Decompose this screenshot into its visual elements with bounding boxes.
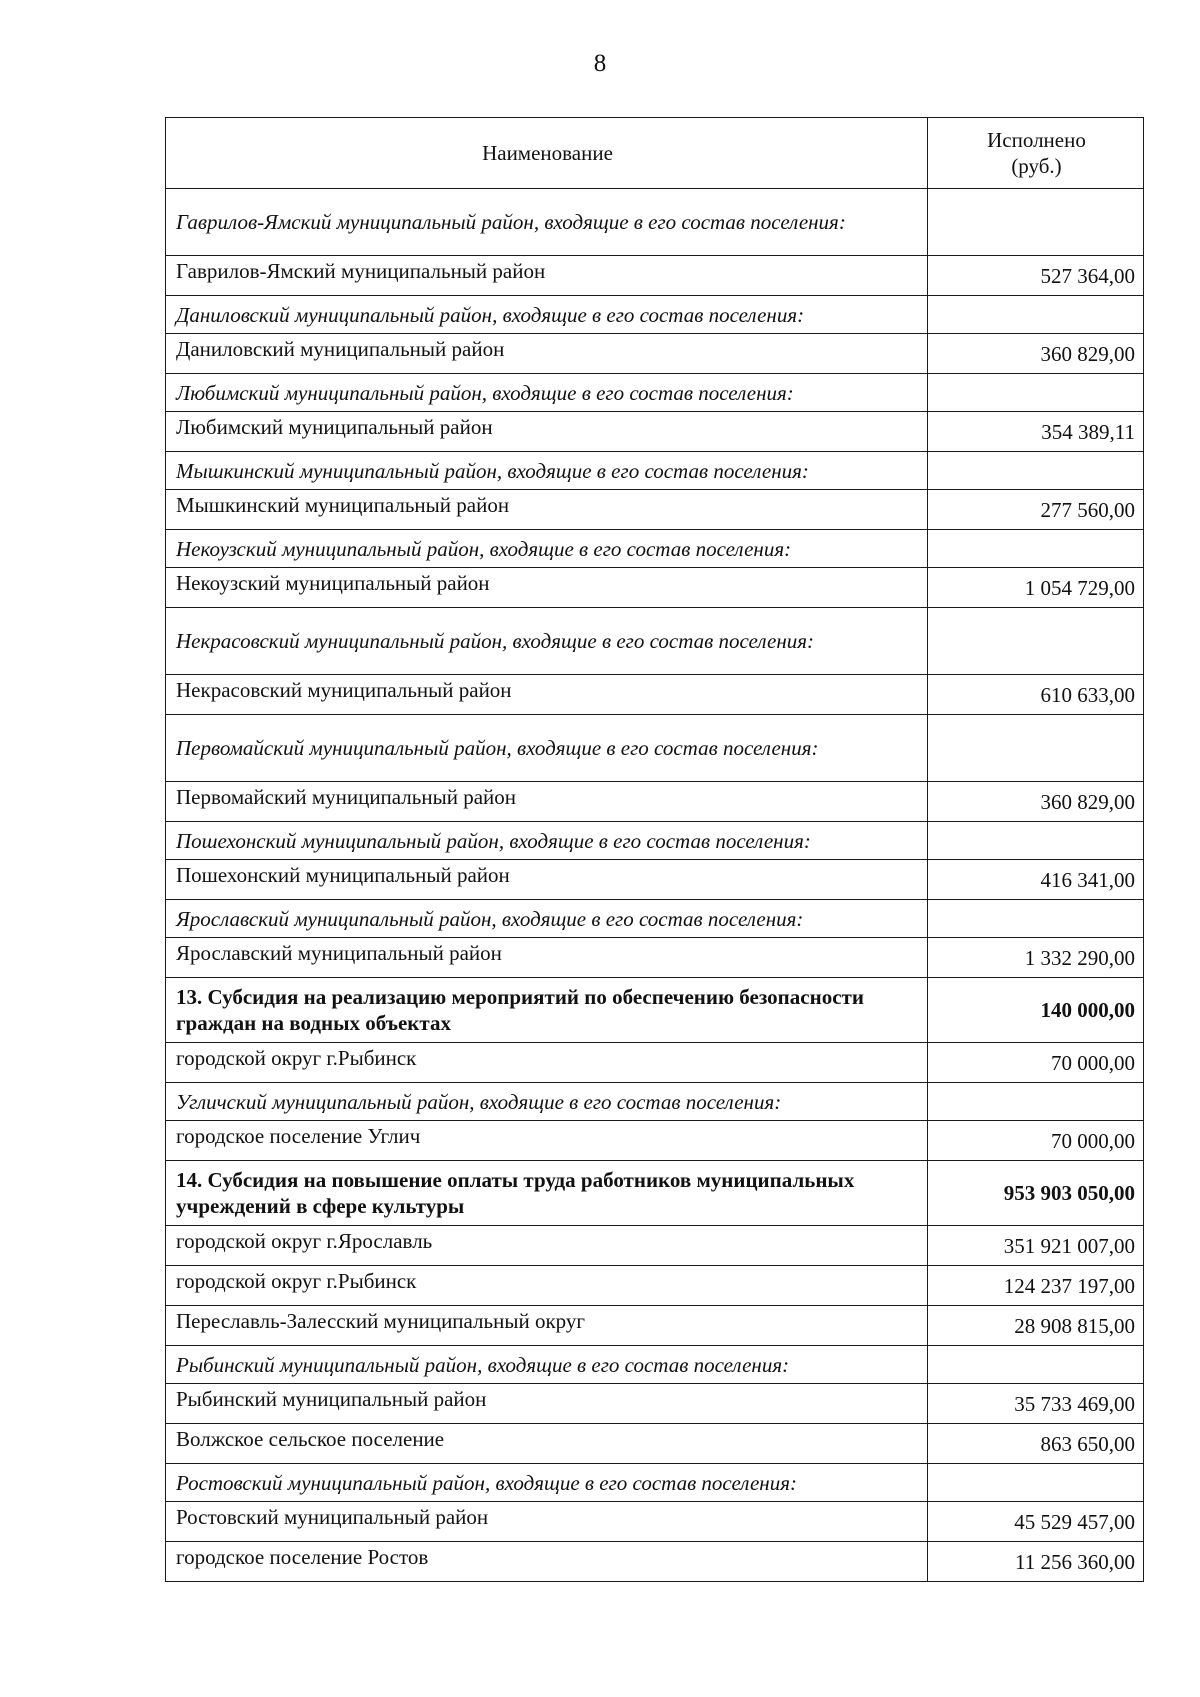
section-title: 14. Субсидия на повышение оплаты труда работников муниципальных учреждений в сфере культуры bbox=[166, 1161, 928, 1226]
row-name: Пошехонский муниципальный район bbox=[166, 860, 928, 900]
row-amount bbox=[928, 822, 1144, 860]
table-row bbox=[166, 1502, 1144, 1542]
table-row bbox=[166, 1266, 1144, 1306]
section-row bbox=[166, 978, 1144, 1043]
group-title: Некоузский муниципальный район, входящие в его состав поселения: bbox=[166, 530, 928, 568]
table-row bbox=[166, 568, 1144, 608]
group-row bbox=[166, 715, 1144, 782]
row-amount bbox=[928, 1464, 1144, 1502]
header-amount bbox=[928, 118, 1144, 189]
row-name: Некрасовский муниципальный район bbox=[166, 675, 928, 715]
row-amount bbox=[928, 189, 1144, 256]
group-title: Пошехонский муниципальный район, входящие в его состав поселения: bbox=[166, 822, 928, 860]
table-body bbox=[166, 189, 1144, 1582]
header-amount-line1: Исполнено bbox=[987, 128, 1086, 152]
row-name: Ярославский муниципальный район bbox=[166, 938, 928, 978]
row-amount bbox=[928, 452, 1144, 490]
group-title: Ярославский муниципальный район, входящие в его состав поселения: bbox=[166, 900, 928, 938]
group-title: Некрасовский муниципальный район, входящие в его состав поселения: bbox=[166, 608, 928, 675]
row-amount: 35 733 469,00 bbox=[928, 1384, 1144, 1424]
page-number: 8 bbox=[593, 50, 607, 77]
table-row bbox=[166, 1424, 1144, 1464]
row-amount: 1 054 729,00 bbox=[928, 568, 1144, 608]
row-amount: 610 633,00 bbox=[928, 675, 1144, 715]
row-amount: 416 341,00 bbox=[928, 860, 1144, 900]
row-amount: 527 364,00 bbox=[928, 256, 1144, 296]
budget-table bbox=[165, 117, 1144, 1582]
row-amount: 360 829,00 bbox=[928, 334, 1144, 374]
row-amount: 70 000,00 bbox=[928, 1121, 1144, 1161]
row-name: Переславль-Залесский муниципальный округ bbox=[166, 1306, 928, 1346]
group-row bbox=[166, 1083, 1144, 1121]
group-title: Ростовский муниципальный район, входящие в его состав поселения: bbox=[166, 1464, 928, 1502]
row-amount: 124 237 197,00 bbox=[928, 1266, 1144, 1306]
group-title: Рыбинский муниципальный район, входящие в его состав поселения: bbox=[166, 1346, 928, 1384]
table-row bbox=[166, 782, 1144, 822]
row-amount bbox=[928, 608, 1144, 675]
table-row bbox=[166, 490, 1144, 530]
row-amount: 1 332 290,00 bbox=[928, 938, 1144, 978]
row-amount: 360 829,00 bbox=[928, 782, 1144, 822]
group-row bbox=[166, 374, 1144, 412]
group-row bbox=[166, 822, 1144, 860]
row-name: городской округ г.Ярославль bbox=[166, 1226, 928, 1266]
row-name: городской округ г.Рыбинск bbox=[166, 1266, 928, 1306]
row-amount: 354 389,11 bbox=[928, 412, 1144, 452]
table-row bbox=[166, 1043, 1144, 1083]
header-name: Наименование bbox=[166, 118, 928, 189]
group-title: Мышкинский муниципальный район, входящие в его состав поселения: bbox=[166, 452, 928, 490]
group-title: Любимский муниципальный район, входящие в его состав поселения: bbox=[166, 374, 928, 412]
row-name: Любимский муниципальный район bbox=[166, 412, 928, 452]
group-title: Угличский муниципальный район, входящие в его состав поселения: bbox=[166, 1083, 928, 1121]
row-name: Первомайский муниципальный район bbox=[166, 782, 928, 822]
group-row bbox=[166, 1346, 1144, 1384]
table-row bbox=[166, 334, 1144, 374]
table-row bbox=[166, 412, 1144, 452]
group-title: Первомайский муниципальный район, входящие в его состав поселения: bbox=[166, 715, 928, 782]
section-title: 13. Субсидия на реализацию мероприятий по обеспечению безопасности граждан на водных объектах bbox=[166, 978, 928, 1043]
table-row bbox=[166, 675, 1144, 715]
row-name: городской округ г.Рыбинск bbox=[166, 1043, 928, 1083]
row-amount: 277 560,00 bbox=[928, 490, 1144, 530]
table-row bbox=[166, 938, 1144, 978]
header-amount-line2: (руб.) bbox=[1011, 154, 1062, 178]
row-amount bbox=[928, 900, 1144, 938]
row-name: городское поселение Углич bbox=[166, 1121, 928, 1161]
row-name: Мышкинский муниципальный район bbox=[166, 490, 928, 530]
table-header-row bbox=[166, 118, 1144, 189]
table-row bbox=[166, 1542, 1144, 1582]
row-name: Даниловский муниципальный район bbox=[166, 334, 928, 374]
row-amount bbox=[928, 374, 1144, 412]
group-title: Даниловский муниципальный район, входящие в его состав поселения: bbox=[166, 296, 928, 334]
table-row bbox=[166, 1384, 1144, 1424]
row-amount: 863 650,00 bbox=[928, 1424, 1144, 1464]
row-name: Ростовский муниципальный район bbox=[166, 1502, 928, 1542]
group-title: Гаврилов-Ямский муниципальный район, входящие в его состав поселения: bbox=[166, 189, 928, 256]
row-amount: 45 529 457,00 bbox=[928, 1502, 1144, 1542]
row-amount: 70 000,00 bbox=[928, 1043, 1144, 1083]
table-row bbox=[166, 1121, 1144, 1161]
row-name: Гаврилов-Ямский муниципальный район bbox=[166, 256, 928, 296]
group-row bbox=[166, 452, 1144, 490]
row-amount: 28 908 815,00 bbox=[928, 1306, 1144, 1346]
row-amount bbox=[928, 1346, 1144, 1384]
table-row bbox=[166, 1226, 1144, 1266]
row-amount: 351 921 007,00 bbox=[928, 1226, 1144, 1266]
group-row bbox=[166, 189, 1144, 256]
table-row bbox=[166, 860, 1144, 900]
row-amount bbox=[928, 530, 1144, 568]
group-row bbox=[166, 608, 1144, 675]
table-row bbox=[166, 256, 1144, 296]
row-amount bbox=[928, 1083, 1144, 1121]
section-amount: 140 000,00 bbox=[928, 978, 1144, 1043]
row-name: городское поселение Ростов bbox=[166, 1542, 928, 1582]
section-row bbox=[166, 1161, 1144, 1226]
row-name: Некоузский муниципальный район bbox=[166, 568, 928, 608]
row-name: Волжское сельское поселение bbox=[166, 1424, 928, 1464]
row-amount: 11 256 360,00 bbox=[928, 1542, 1144, 1582]
row-amount bbox=[928, 715, 1144, 782]
group-row bbox=[166, 1464, 1144, 1502]
row-name: Рыбинский муниципальный район bbox=[166, 1384, 928, 1424]
table-row bbox=[166, 1306, 1144, 1346]
row-amount bbox=[928, 296, 1144, 334]
group-row bbox=[166, 900, 1144, 938]
section-amount: 953 903 050,00 bbox=[928, 1161, 1144, 1226]
group-row bbox=[166, 296, 1144, 334]
group-row bbox=[166, 530, 1144, 568]
